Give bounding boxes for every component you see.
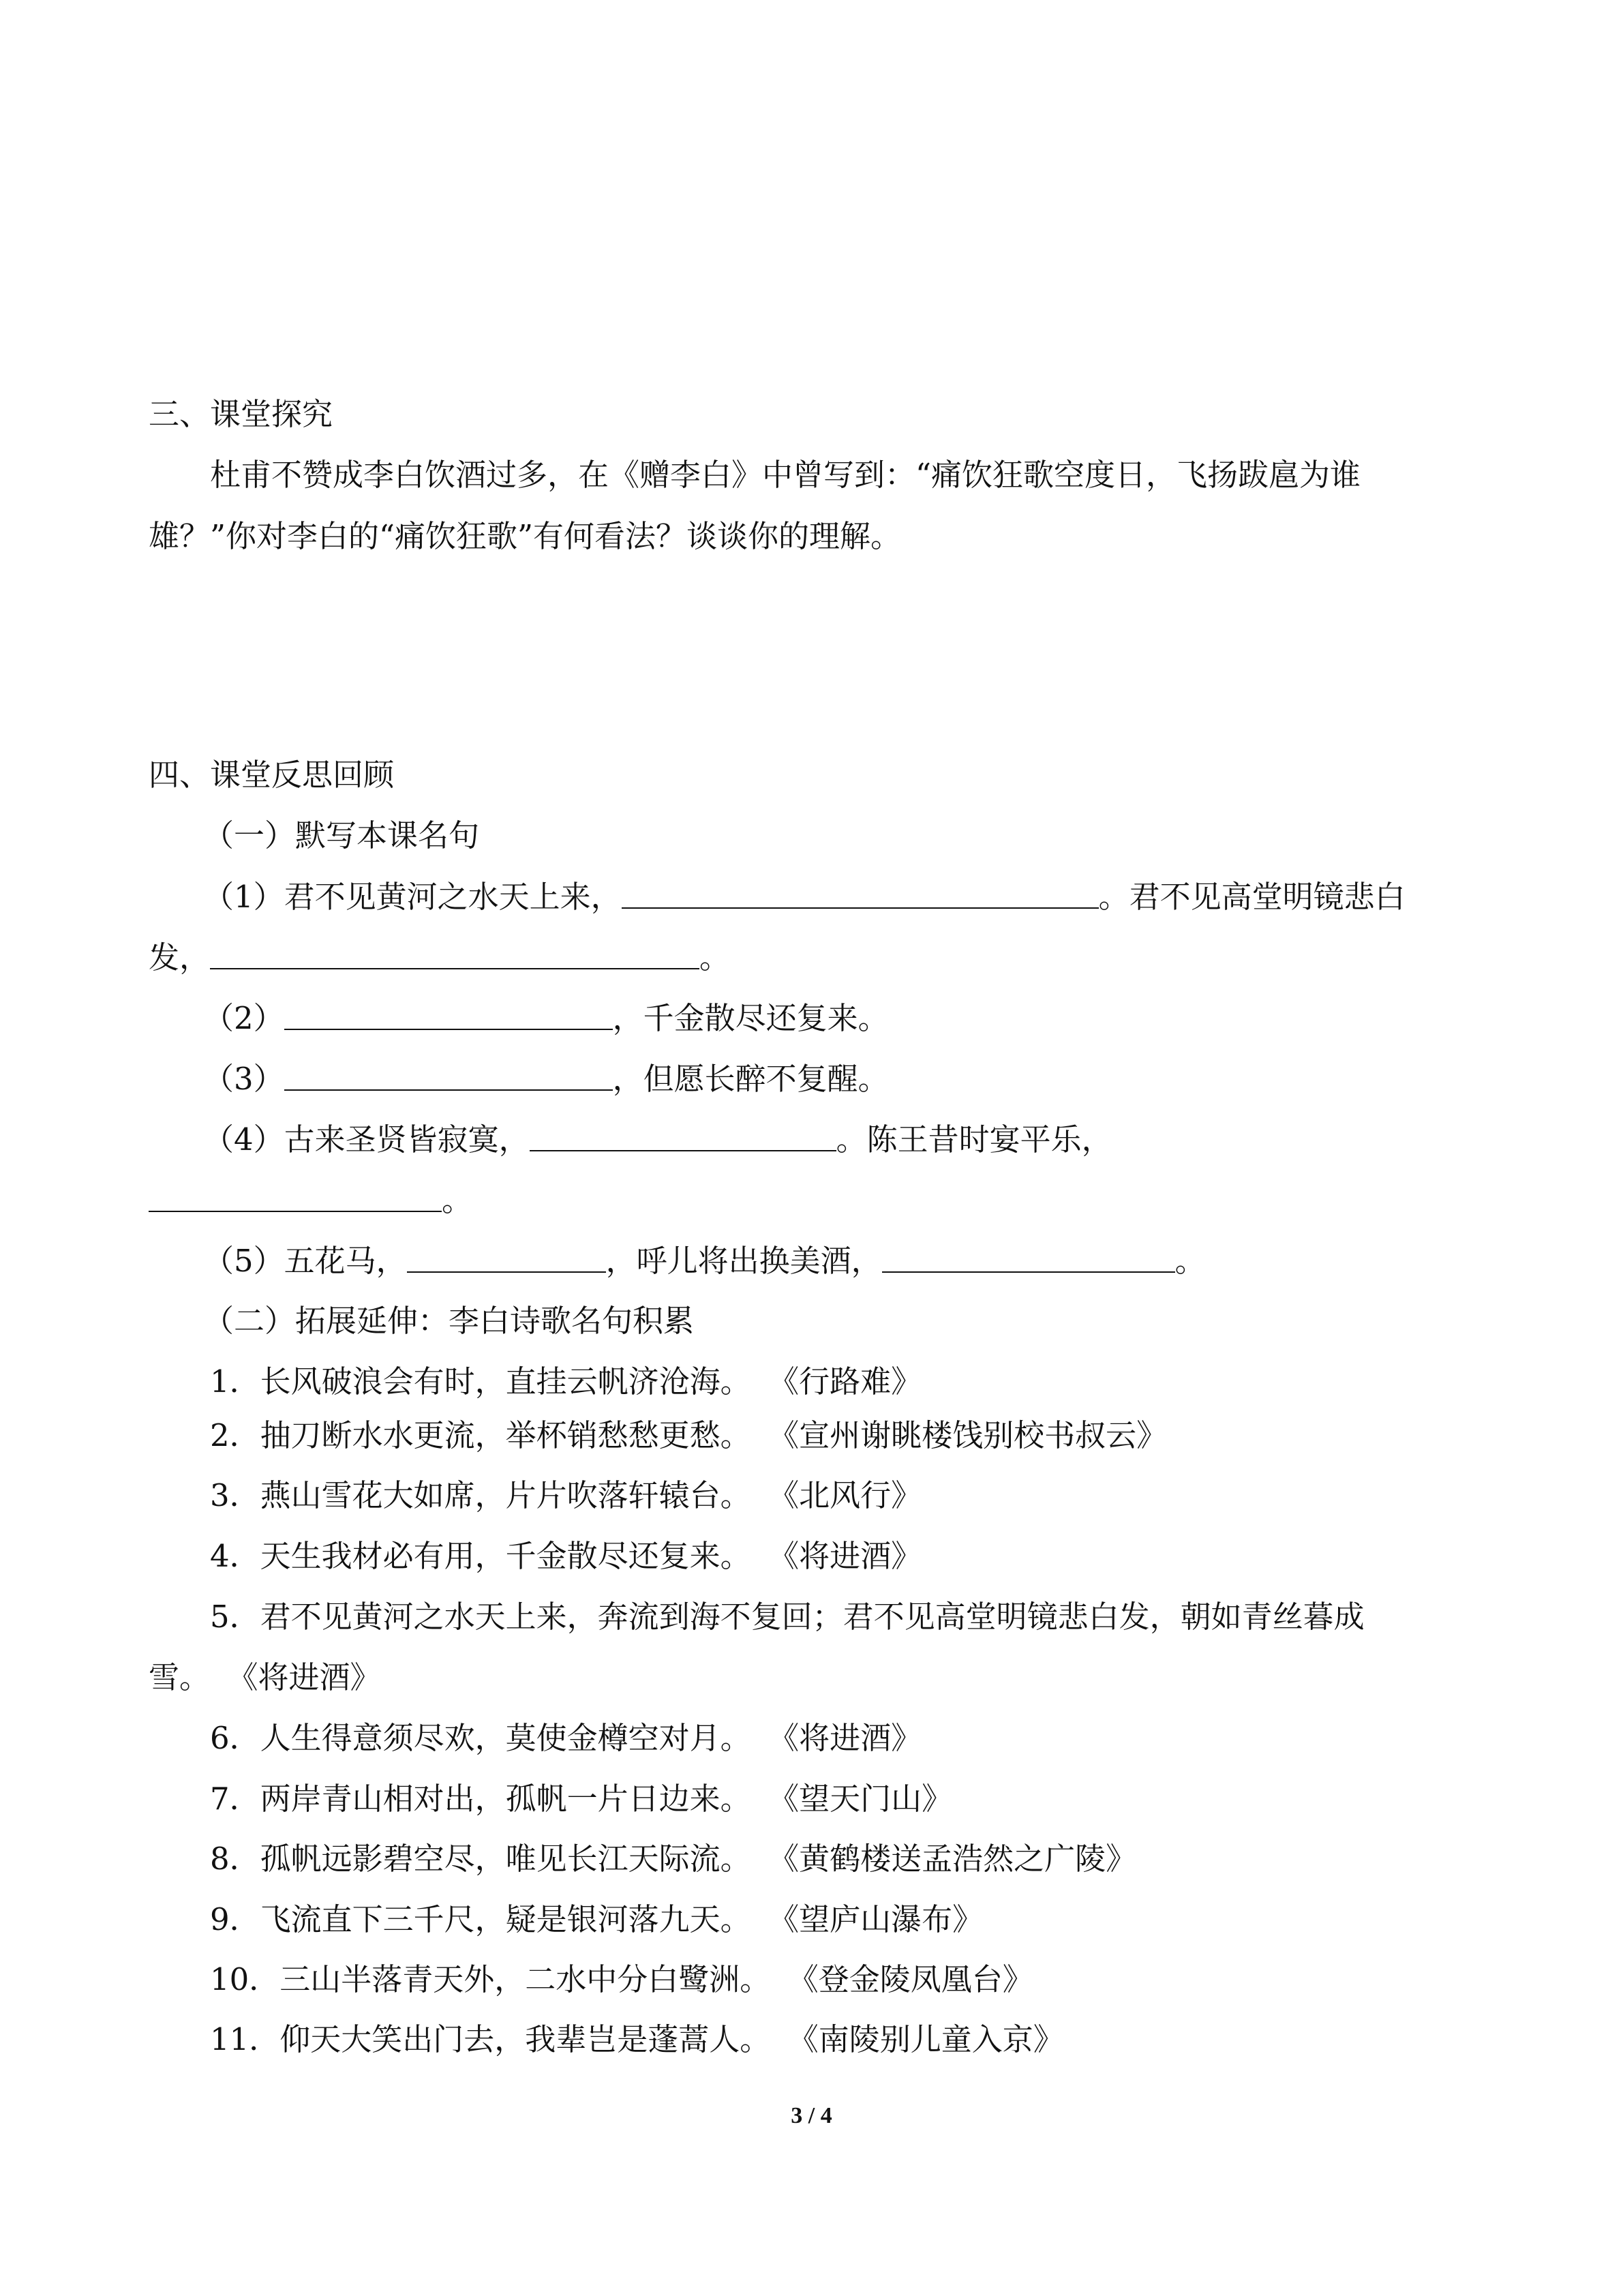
list-item <box>210 1839 1457 1879</box>
item-source: 《行路难》 <box>783 1363 922 1400</box>
item-number: 2． <box>210 1417 260 1453</box>
section-3-heading: 三、课堂探究 <box>149 396 333 432</box>
item-number: 7． <box>210 1781 260 1817</box>
answer-blank-2[interactable] <box>284 997 613 1030</box>
item-number: 10． <box>210 1961 280 1997</box>
list-item <box>210 1597 1457 1637</box>
item-number: 3． <box>210 1477 260 1513</box>
item-source: 《望庐山瀑布》 <box>783 1901 984 1937</box>
item-text: 抽刀断水水更流，举杯销愁愁更愁。 <box>260 1417 751 1453</box>
item-source: 《登金陵凤凰台》 <box>803 1961 1033 1997</box>
list-item <box>210 1899 1457 1940</box>
question-4-continuation: 。陈王昔时宴平乐， <box>836 1121 1112 1158</box>
item-source: 《将进酒》 <box>783 1538 922 1574</box>
section-3-paragraph-line-1: 杜甫不赞成李白饮酒过多，在《赠李白》中曾写到：“痛饮狂歌空度日，飞扬跋扈为谁 <box>210 457 1361 493</box>
item-number: 8． <box>210 1841 260 1877</box>
item-source: 《宣州谢眺楼饯别校书叔云》 <box>783 1417 1168 1453</box>
answer-blank-5a[interactable] <box>407 1240 606 1273</box>
question-2-number: （2） <box>203 1000 284 1036</box>
list-item <box>210 1779 1457 1819</box>
item-text: 天生我材必有用，千金散尽还复来。 <box>260 1538 751 1574</box>
item-text: 燕山雪花大如席，片片吹落轩辕台。 <box>260 1477 751 1513</box>
item-text: 飞流直下三千尺，疑是银河落九天。 <box>260 1901 751 1937</box>
item-source: 《黄鹤楼送孟浩然之广陵》 <box>783 1841 1137 1877</box>
item-source: 《将进酒》 <box>243 1659 381 1695</box>
question-5-end: 。 <box>1174 1243 1206 1279</box>
list-item <box>210 2019 1457 2060</box>
answer-blank-4a[interactable] <box>530 1119 836 1151</box>
item-text: 长风破浪会有时，直挂云帆济沧海。 <box>260 1363 751 1400</box>
item-text-continuation: 雪。 <box>149 1659 211 1695</box>
item-text: 三山半落青天外，二水中分白鹭洲。 <box>279 1961 771 1997</box>
question-4-prompt: （4）古来圣贤皆寂寞， <box>203 1121 530 1158</box>
answer-blank-3[interactable] <box>284 1058 613 1091</box>
answer-blank-4b[interactable] <box>149 1179 442 1212</box>
question-1-line-2 <box>149 937 1457 978</box>
list-item <box>210 1475 1457 1516</box>
question-2-text: ，千金散尽还复来。 <box>612 1000 889 1036</box>
section-3-paragraph-line-2: 雄？”你对李白的“痛饮狂歌”有何看法？谈谈你的理解。 <box>149 518 902 554</box>
answer-blank-5b[interactable] <box>882 1240 1175 1273</box>
section-4-heading: 四、课堂反思回顾 <box>149 757 395 793</box>
question-5-prompt: （5）五花马， <box>203 1243 407 1279</box>
list-item <box>210 1361 1457 1402</box>
list-item <box>210 1536 1457 1577</box>
item-source: 《将进酒》 <box>783 1720 922 1756</box>
item-source: 《南陵别儿童入京》 <box>803 2021 1064 2057</box>
question-4-end: 。 <box>442 1182 473 1218</box>
list-item <box>210 1718 1457 1759</box>
question-5-continuation: ，呼儿将出换美酒， <box>605 1243 882 1279</box>
question-1-end: 。 <box>699 939 731 976</box>
item-source: 《望天门山》 <box>783 1781 953 1817</box>
item-source: 《北风行》 <box>783 1477 922 1513</box>
question-4-line-1 <box>203 1119 1457 1160</box>
item-number: 1． <box>210 1363 260 1400</box>
question-3-number: （3） <box>203 1061 284 1097</box>
question-3-text: ，但愿长醉不复醒。 <box>612 1061 889 1097</box>
question-1-word: 发， <box>149 939 211 976</box>
page-number: 3 / 4 <box>791 2103 832 2128</box>
question-4-line-2 <box>149 1179 1457 1221</box>
question-2 <box>203 997 1457 1039</box>
part-2-title: （二）拓展延伸：李白诗歌名句积累 <box>203 1303 695 1339</box>
item-number: 11． <box>210 2021 280 2057</box>
question-1-prompt: （1）君不见黄河之水天上来， <box>203 879 622 915</box>
question-5 <box>203 1240 1457 1282</box>
list-item-continuation <box>149 1657 1457 1698</box>
item-text: 人生得意须尽欢，莫使金樽空对月。 <box>260 1720 751 1756</box>
answer-blank-1b[interactable] <box>210 937 699 969</box>
item-number: 6． <box>210 1720 260 1756</box>
item-number: 9． <box>210 1901 260 1937</box>
item-text: 君不见黄河之水天上来，奔流到海不复回；君不见高堂明镜悲白发，朝如青丝暮成 <box>260 1599 1365 1635</box>
question-1-continuation: 。君不见高堂明镜悲白 <box>1098 879 1406 915</box>
item-text: 仰天大笑出门去，我辈岂是蓬蒿人。 <box>279 2021 771 2057</box>
list-item <box>210 1415 1457 1456</box>
question-3 <box>203 1058 1457 1100</box>
answer-blank-1a[interactable] <box>622 876 1099 909</box>
item-number: 4． <box>210 1538 260 1574</box>
item-number: 5． <box>210 1599 260 1635</box>
part-1-title: （一）默写本课名句 <box>203 817 480 854</box>
item-text: 两岸青山相对出，孤帆一片日边来。 <box>260 1781 751 1817</box>
question-1-line-1 <box>203 876 1457 918</box>
list-item <box>210 1959 1457 2000</box>
item-text: 孤帆远影碧空尽，唯见长江天际流。 <box>260 1841 751 1877</box>
